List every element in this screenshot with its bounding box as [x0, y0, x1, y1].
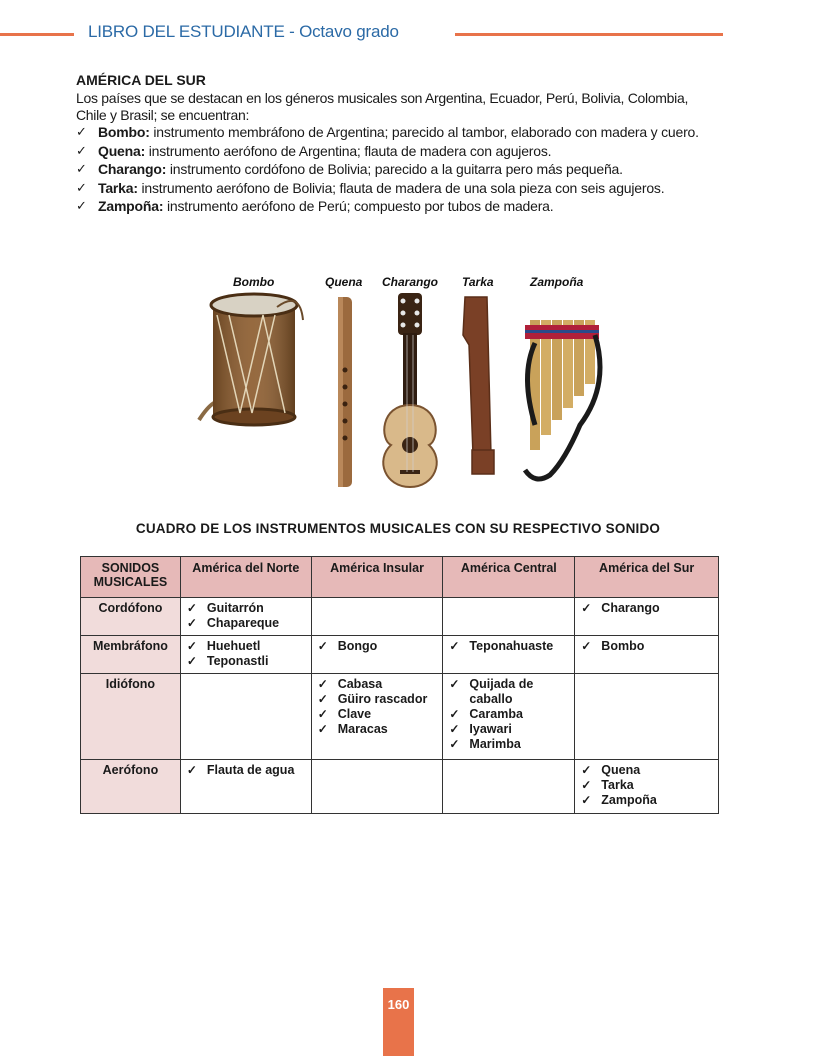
- instrument-name: Cabasa: [337, 677, 383, 691]
- checkmark-icon: ✓: [581, 793, 592, 807]
- table-row: [81, 674, 719, 760]
- checkmark-icon: ✓: [581, 763, 592, 777]
- table-cell: [180, 674, 311, 760]
- instrument-name: Tarka: [601, 778, 634, 792]
- table-cell: [180, 760, 311, 814]
- instrument-name: Charango: [601, 601, 660, 615]
- table-cell: [443, 636, 575, 674]
- table-cell: [311, 598, 443, 636]
- table-cell-item: [449, 677, 570, 707]
- instrument-name: Flauta de agua: [206, 763, 295, 777]
- instrument-checklist: [76, 124, 718, 215]
- checkmark-icon: ✓: [186, 616, 197, 630]
- checklist-item: [76, 161, 718, 178]
- table-cell-item: [581, 763, 714, 778]
- instruments-illustration: [195, 275, 615, 490]
- table-cell-item: [581, 601, 714, 616]
- table-cell-item: [187, 601, 307, 616]
- table-cell: [443, 674, 575, 760]
- instrument-description: instrumento cordófono de Bolivia; parecido a la guitarra pero más pequeña.: [166, 161, 623, 177]
- checkmark-icon: ✓: [76, 142, 87, 158]
- checkmark-icon: ✓: [76, 161, 87, 176]
- table-cell: [443, 598, 575, 636]
- table-row: [81, 760, 719, 814]
- figure-label-bombo: Bombo: [233, 275, 275, 289]
- instrument-description: instrumento aerófono de Argentina; flauta de madera con agujeros.: [145, 142, 552, 159]
- table-cell-item: [318, 692, 439, 707]
- instrument-name: Maracas: [337, 722, 388, 736]
- table-cell: [180, 636, 311, 674]
- instrument-name: Iyawari: [469, 722, 512, 736]
- table-header-america-central: América Central: [443, 557, 575, 598]
- table-cell: [311, 674, 443, 760]
- page-number: 160: [383, 988, 414, 1056]
- checkmark-icon: ✓: [449, 677, 460, 691]
- checklist-item: [76, 180, 718, 197]
- quena-image: [338, 297, 352, 487]
- zampona-image: [525, 320, 600, 479]
- section-intro: Los países que se destacan en los géneros musicales son Argentina, Ecuador, Perú, Bolivia, Colombia, Chile y Brasil; se encuentran:: [76, 90, 689, 123]
- table-cell-item: [318, 707, 439, 722]
- instrument-term: Tarka:: [98, 179, 138, 196]
- table-cell-item: [187, 616, 307, 631]
- instrument-name: Zampoña: [601, 793, 657, 807]
- header-rule-right: [455, 33, 723, 36]
- table-cell-item: [449, 722, 570, 737]
- table-cell: [575, 636, 719, 674]
- figure-label-quena: Quena: [325, 275, 363, 289]
- table-cell: [575, 760, 719, 814]
- instrument-name: Marimba: [469, 737, 521, 751]
- instruments-table: [80, 556, 719, 814]
- instrument-name: Quijada de caballo: [469, 677, 534, 706]
- instrument-term: Bombo:: [98, 124, 150, 140]
- checkmark-icon: ✓: [76, 179, 87, 195]
- checklist-item: [76, 143, 718, 160]
- instrument-description: instrumento aerófono de Bolivia; flauta de madera de una sola pieza con seis agujeros.: [137, 179, 665, 196]
- checkmark-icon: ✓: [581, 639, 592, 653]
- table-cell-item: [318, 722, 439, 737]
- checkmark-icon: ✓: [186, 601, 197, 615]
- table-row-header: Idiófono: [81, 674, 181, 760]
- table-cell: [575, 598, 719, 636]
- instrument-name: Huehuetl: [206, 639, 261, 653]
- table-cell: [443, 760, 575, 814]
- table-row-header: Aerófono: [81, 760, 181, 814]
- table-cell: [311, 760, 443, 814]
- table-cell-item: [318, 677, 439, 692]
- table-cell-item: [449, 639, 570, 654]
- table-cell-item: [449, 707, 570, 722]
- instrument-name: Guitarrón: [206, 601, 264, 615]
- table-row: [81, 598, 719, 636]
- figure-label-tarka: Tarka: [462, 275, 494, 289]
- table-cell-item: [449, 737, 570, 752]
- table-cell-item: [581, 639, 714, 654]
- header-title: LIBRO DEL ESTUDIANTE - Octavo grado: [88, 22, 399, 41]
- section-america-del-sur: [76, 72, 718, 217]
- checkmark-icon: ✓: [317, 639, 328, 653]
- instrument-term: Quena:: [98, 142, 146, 159]
- table-cell-item: [187, 639, 307, 654]
- checkmark-icon: ✓: [581, 601, 592, 615]
- table-cell: [311, 636, 443, 674]
- table-cell-item: [581, 793, 714, 808]
- instrument-name: Teponahuaste: [469, 639, 554, 653]
- checkmark-icon: ✓: [186, 639, 197, 653]
- figure-label-zampona: Zampoña: [530, 275, 584, 289]
- charango-image: [383, 293, 436, 487]
- table-cell-item: [187, 763, 307, 778]
- instrument-description: instrumento membráfono de Argentina; parecido al tambor, elaborado con madera y cuero.: [149, 124, 699, 140]
- checkmark-icon: ✓: [449, 639, 460, 653]
- instrument-name: Güiro rascador: [337, 692, 428, 706]
- checkmark-icon: ✓: [76, 198, 87, 213]
- table-header-america-insular: América Insular: [311, 557, 443, 598]
- instrument-name: Clave: [337, 707, 372, 721]
- instrument-name: Chapareque: [206, 616, 280, 630]
- table-cell-item: [318, 639, 439, 654]
- table-header-america-norte: América del Norte: [180, 557, 311, 598]
- table-cell-item: [581, 778, 714, 793]
- checkmark-icon: ✓: [317, 692, 328, 706]
- table-row: [81, 636, 719, 674]
- checklist-item: [76, 198, 718, 215]
- instrument-name: Teponastli: [206, 654, 269, 668]
- section-title: AMÉRICA DEL SUR: [76, 72, 206, 88]
- tarka-image: [463, 297, 494, 474]
- checkmark-icon: ✓: [581, 778, 592, 792]
- table-header-row: [81, 557, 719, 598]
- table-row-header: Cordófono: [81, 598, 181, 636]
- bombo-drum-image: [199, 294, 303, 425]
- instrument-name: Bombo: [601, 639, 645, 653]
- table-cell: [180, 598, 311, 636]
- checkmark-icon: ✓: [317, 707, 328, 721]
- figure-label-charango: Charango: [382, 275, 439, 289]
- checklist-item: [76, 124, 718, 141]
- instrument-name: Bongo: [337, 639, 378, 653]
- instrument-description: instrumento aerófono de Perú; compuesto por tubos de madera.: [163, 198, 554, 214]
- instrument-name: Caramba: [469, 707, 523, 721]
- instrument-term: Zampoña:: [98, 198, 164, 214]
- header-rule-left: [0, 33, 74, 36]
- checkmark-icon: ✓: [186, 763, 197, 777]
- instrument-term: Charango:: [98, 161, 167, 177]
- checkmark-icon: ✓: [186, 654, 197, 668]
- table-header-sonidos: SONIDOS MUSICALES: [81, 557, 181, 598]
- checkmark-icon: ✓: [449, 737, 460, 751]
- table-row-header: Membráfono: [81, 636, 181, 674]
- table-header-america-sur: América del Sur: [575, 557, 719, 598]
- checkmark-icon: ✓: [317, 677, 328, 691]
- checkmark-icon: ✓: [449, 707, 460, 721]
- checkmark-icon: ✓: [449, 722, 460, 736]
- table-title: CUADRO DE LOS INSTRUMENTOS MUSICALES CON SU RESPECTIVO SONIDO: [135, 521, 661, 536]
- table-cell: [575, 674, 719, 760]
- checkmark-icon: ✓: [76, 124, 87, 139]
- checkmark-icon: ✓: [317, 722, 328, 736]
- table-cell-item: [187, 654, 307, 669]
- instruments-figure: [195, 275, 615, 490]
- instrument-name: Quena: [601, 763, 641, 777]
